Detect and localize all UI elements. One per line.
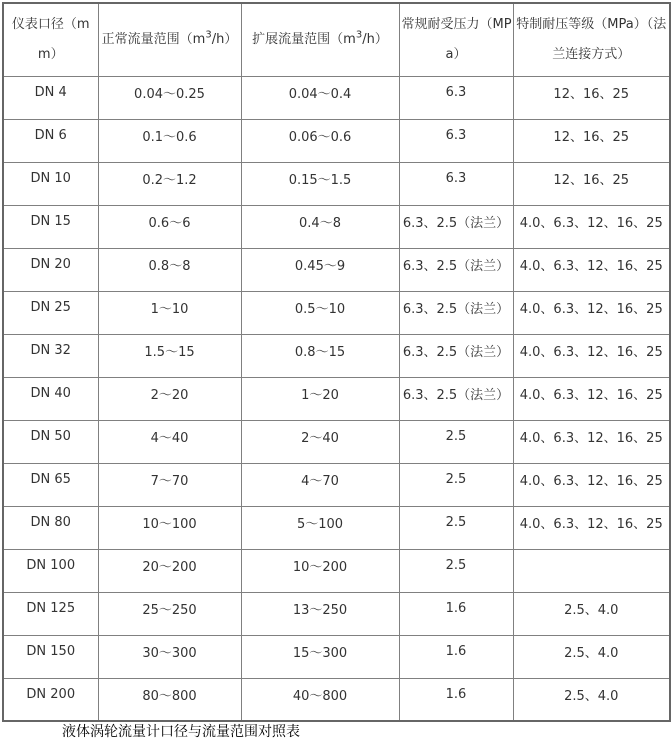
cell-normal-pressure: 1.6 — [399, 678, 513, 721]
header-text: 正常流量范围（m — [101, 31, 206, 47]
cell-diameter: DN 6 — [3, 119, 98, 162]
table-row — [3, 678, 670, 721]
cell-special-pressure-rating: 12、16、25 — [513, 76, 670, 119]
clipped-caption: 液体涡轮流量计口径与流量范围对照表 — [62, 724, 300, 740]
cell-normal-flow-range: 10～100 — [98, 506, 241, 549]
cell-diameter: DN 32 — [3, 334, 98, 377]
table-body — [3, 76, 670, 721]
cell-special-pressure-rating: 4.0、6.3、12、16、25 — [513, 420, 670, 463]
cell-extended-flow-range: 5～100 — [241, 506, 399, 549]
cell-normal-pressure: 6.3、2.5（法兰） — [399, 248, 513, 291]
cell-special-pressure-rating: 4.0、6.3、12、16、25 — [513, 205, 670, 248]
cell-normal-pressure: 6.3、2.5（法兰） — [399, 334, 513, 377]
header-line: 常规耐受压力（MP — [401, 16, 512, 32]
cell-normal-pressure: 2.5 — [399, 420, 513, 463]
cell-extended-flow-range: 0.8～15 — [241, 334, 399, 377]
header-text: /h） — [211, 31, 238, 47]
cell-normal-flow-range: 0.6～6 — [98, 205, 241, 248]
cell-diameter: DN 40 — [3, 377, 98, 420]
cell-normal-flow-range: 0.1～0.6 — [98, 119, 241, 162]
cell-normal-pressure: 6.3、2.5（法兰） — [399, 291, 513, 334]
cell-normal-flow-range: 25～250 — [98, 592, 241, 635]
header-text: /h） — [362, 31, 388, 47]
cell-special-pressure-rating: 4.0、6.3、12、16、25 — [513, 248, 670, 291]
header-line: 仪表口径（m — [11, 16, 90, 32]
table-row — [3, 420, 670, 463]
cell-special-pressure-rating: 2.5、4.0 — [513, 592, 670, 635]
cell-normal-flow-range: 80～800 — [98, 678, 241, 721]
col-header-special-pressure-rating — [513, 3, 670, 76]
cell-normal-pressure: 6.3 — [399, 76, 513, 119]
cell-normal-pressure: 2.5 — [399, 506, 513, 549]
header-line: a） — [445, 46, 467, 62]
cell-normal-flow-range: 4～40 — [98, 420, 241, 463]
cell-special-pressure-rating: 4.0、6.3、12、16、25 — [513, 506, 670, 549]
cell-diameter: DN 15 — [3, 205, 98, 248]
cell-normal-flow-range: 0.04～0.25 — [98, 76, 241, 119]
header-line: 兰连接方式） — [552, 46, 631, 62]
table-row — [3, 248, 670, 291]
col-header-normal-pressure — [399, 3, 513, 76]
cell-diameter: DN 80 — [3, 506, 98, 549]
cell-extended-flow-range: 13～250 — [241, 592, 399, 635]
superscript: 3 — [355, 29, 363, 41]
table-row — [3, 76, 670, 119]
cell-special-pressure-rating: 12、16、25 — [513, 162, 670, 205]
table-row — [3, 463, 670, 506]
cell-diameter: DN 125 — [3, 592, 98, 635]
cell-normal-pressure: 6.3 — [399, 119, 513, 162]
cell-special-pressure-rating: 2.5、4.0 — [513, 678, 670, 721]
cell-diameter: DN 25 — [3, 291, 98, 334]
cell-diameter: DN 100 — [3, 549, 98, 592]
cell-normal-flow-range: 2～20 — [98, 377, 241, 420]
cell-normal-pressure: 6.3、2.5（法兰） — [399, 377, 513, 420]
cell-normal-flow-range: 0.2～1.2 — [98, 162, 241, 205]
cell-extended-flow-range: 10～200 — [241, 549, 399, 592]
cell-normal-pressure: 6.3、2.5（法兰） — [399, 205, 513, 248]
page — [0, 2, 671, 740]
table-row — [3, 506, 670, 549]
header-line: 特制耐压等级（MPa）（法 — [516, 16, 667, 32]
cell-extended-flow-range: 15～300 — [241, 635, 399, 678]
col-header-normal-flow-range — [98, 3, 241, 76]
cell-normal-flow-range: 30～300 — [98, 635, 241, 678]
cell-normal-flow-range: 1～10 — [98, 291, 241, 334]
cell-special-pressure-rating — [513, 549, 670, 592]
cell-extended-flow-range: 1～20 — [241, 377, 399, 420]
col-header-extended-flow-range — [241, 3, 399, 76]
header-text: 扩展流量范围（m — [252, 31, 356, 47]
cell-extended-flow-range: 2～40 — [241, 420, 399, 463]
cell-special-pressure-rating: 2.5、4.0 — [513, 635, 670, 678]
table-row — [3, 549, 670, 592]
cell-diameter: DN 200 — [3, 678, 98, 721]
cell-normal-flow-range: 20～200 — [98, 549, 241, 592]
cell-diameter: DN 150 — [3, 635, 98, 678]
cell-diameter: DN 50 — [3, 420, 98, 463]
cell-special-pressure-rating: 12、16、25 — [513, 119, 670, 162]
cell-diameter: DN 20 — [3, 248, 98, 291]
cell-special-pressure-rating: 4.0、6.3、12、16、25 — [513, 463, 670, 506]
cell-normal-pressure: 2.5 — [399, 549, 513, 592]
table-row — [3, 205, 670, 248]
table-row — [3, 377, 670, 420]
cell-special-pressure-rating: 4.0、6.3、12、16、25 — [513, 377, 670, 420]
table-row — [3, 119, 670, 162]
cell-special-pressure-rating: 4.0、6.3、12、16、25 — [513, 291, 670, 334]
cell-diameter: DN 4 — [3, 76, 98, 119]
cell-extended-flow-range: 0.45～9 — [241, 248, 399, 291]
cell-diameter: DN 10 — [3, 162, 98, 205]
cell-normal-pressure: 6.3 — [399, 162, 513, 205]
cell-special-pressure-rating: 4.0、6.3、12、16、25 — [513, 334, 670, 377]
header-line: m） — [37, 46, 64, 62]
cell-normal-flow-range: 0.8～8 — [98, 248, 241, 291]
col-header-diameter — [3, 3, 98, 76]
cell-extended-flow-range: 40～800 — [241, 678, 399, 721]
cell-normal-flow-range: 1.5～15 — [98, 334, 241, 377]
flow-meter-spec-table — [2, 2, 671, 722]
cell-normal-flow-range: 7～70 — [98, 463, 241, 506]
table-row — [3, 592, 670, 635]
cell-extended-flow-range: 0.15～1.5 — [241, 162, 399, 205]
table-row — [3, 291, 670, 334]
cell-extended-flow-range: 0.4～8 — [241, 205, 399, 248]
cell-normal-pressure: 1.6 — [399, 592, 513, 635]
cell-normal-pressure: 1.6 — [399, 635, 513, 678]
cell-diameter: DN 65 — [3, 463, 98, 506]
cell-extended-flow-range: 0.5～10 — [241, 291, 399, 334]
superscript: 3 — [205, 29, 212, 41]
table-row — [3, 334, 670, 377]
cell-extended-flow-range: 4～70 — [241, 463, 399, 506]
table-row — [3, 635, 670, 678]
cell-extended-flow-range: 0.04～0.4 — [241, 76, 399, 119]
table-row — [3, 162, 670, 205]
header-row — [3, 3, 670, 76]
cell-extended-flow-range: 0.06～0.6 — [241, 119, 399, 162]
table-header — [3, 3, 670, 76]
cell-normal-pressure: 2.5 — [399, 463, 513, 506]
